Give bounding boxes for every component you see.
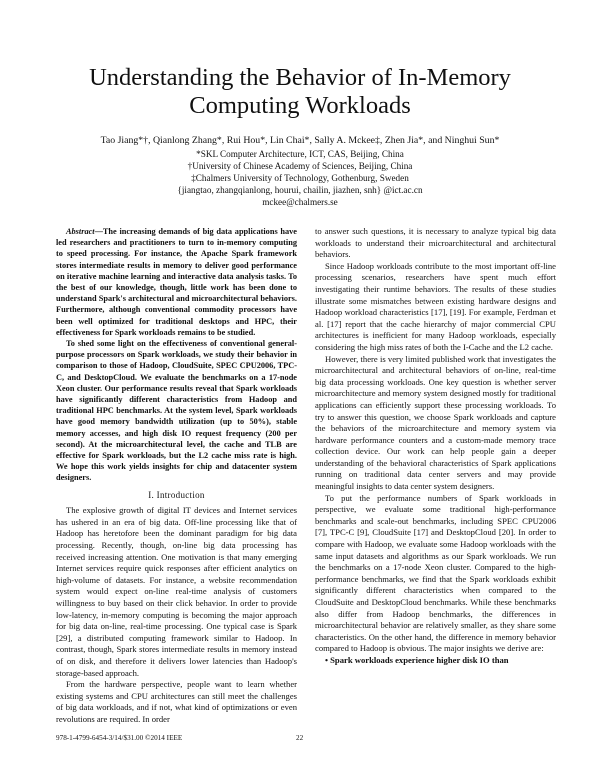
abstract (56, 226, 297, 338)
email-line: {jiangtao, zhangqianlong, hourui, chailin, jiazhen, snh} @ict.ac.cn (177, 185, 423, 195)
affiliation-block (40, 148, 560, 208)
footer-isbn: 978-1-4799-6454-3/14/$31.00 ©2014 IEEE (56, 734, 183, 742)
section-heading: I. Introduction (148, 489, 205, 500)
affiliation-line: ‡Chalmers University of Technology, Gothenburg, Sweden (191, 173, 409, 183)
left-column (56, 226, 297, 726)
insight-bullet: • Spark workloads experience higher disk IO than (325, 654, 509, 665)
body-paragraph: To put the performance numbers of Spark workloads in perspective, we evaluate some traditional high-performance benchmarks and scale-out benchmarks, including SPEC CPU2006 [7], TPC-C [9], CloudSuite [17] and DesktopCloud [20]. In order to compare with Hadoop, we evaluate some Hadoop workloads with the same input datasets and algorithms as our Spark workloads. We run the benchmarks on a 17-node Xeon cluster. Compared to the high-performance benchmarks, we find that the Spark workloads exhibit significantly different characteristics when compared to the CloudSuite and DesktopCloud benchmarks. While these benchmarks also differ from Hadoop benchmarks, the differences in microarchitectural behavior are relatively smaller, as they share some characteristics. On the other hand, the difference in memory behavior compared to Hadoop is obvious. The major insights we derive are: (315, 492, 556, 654)
affiliation-line: *SKL Computer Architecture, ICT, CAS, Beijing, China (196, 149, 404, 159)
abstract-body: —The increasing demands of big data applications have led researchers and practitioners to turn to in-memory computing to speed processing. For instance, the Apache Spark framework stores intermediate results in memory to deliver good performance on iterative machine learning and interactive data analysis tasks. To the best of our knowledge, though, little work has been done to understand Spark's architectural and microarchitectural behaviors. Furthermore, although conventional commodity processors have been well optimized for traditional desktops and HPC, their effectiveness for Spark workloads remains to be studied. (56, 227, 297, 337)
intro-paragraph: The explosive growth of digital IT devices and Internet services has ushered in an era of big data. Off-line processing like that of Hadoop has heretofore been the dominant paradigm for big data processing. Recently, though, on-line big data processing has received increasing attention. One motivation is that many emerging Internet services require quick responses after efficient analytics on high-volume of datasets. For instance, a website recommendation system would expect on-line real-time analysis of customers willingness to buy based on their click behavior. In order to provide low-latency, in-memory computing is becoming the major approach for big data on-line, real-time processing. One typical case is Spark [29], a distributed computing framework similar to Hadoop. In contrast, though, Spark stores intermediate results in memory instead of on disk, and therefore it delivers lower latencies than Hadoop's storage-based approach. (56, 505, 297, 678)
page-number: 22 (296, 734, 304, 742)
email-line: mckee@chalmers.se (262, 197, 338, 207)
body-paragraph: However, there is very limited published work that investigates the microarchitectural and architectural behaviors of on-line, real-time big data processing workloads. One key question is whether server microarchitecture and memory system designed mostly for traditional applications can efficiently support these processing workloads. To try to answer this question, we choose Spark workloads and capture the behaviors of the microarchitecture and memory system via hardware performance counters and a custom-made memory trace collection device. Our work can help people gain a deeper understanding of the behavioral characteristics of Spark applications running on traditional data center servers and may provide meaningful insights to data center system designers. (315, 353, 556, 492)
body-paragraph: to answer such questions, it is necessary to analyze typical big data workloads to understand their microarchitectural and architectural behaviors. (315, 226, 556, 260)
affiliation-line: †University of Chinese Academy of Sciences, Beijing, China (187, 161, 413, 171)
abstract-label: Abstract (66, 227, 95, 236)
paper-title: Understanding the Behavior of In-Memory Computing Workloads (89, 64, 511, 119)
intro-paragraph: From the hardware perspective, people want to learn whether existing systems and CPU architectures can still meet the challenges of big data workloads, and if not, what kind of optimizations or even revolutions are required. In order (56, 679, 297, 724)
author-list: Tao Jiang*†, Qianlong Zhang*, Rui Hou*, Lin Chai*, Sally A. Mckee‡, Zhen Jia*, and Ninghui Sun* (100, 135, 500, 146)
right-column (315, 226, 556, 667)
abstract-paragraph-2: To shed some light on the effectiveness of conventional general-purpose processors on Spark workloads, we study their behavior in comparison to those of Hadoop, CloudSuite, SPEC CPU2006, TPC-C, and DesktopCloud. We evaluate the benchmarks on a 17-node Xeon cluster. Our performance results reveal that Spark workloads have significantly different characteristics from Hadoop and traditional HPC benchmarks. At the system level, Spark workloads have good memory bandwidth utilization (up to 50%), stable memory accesses, and high disk IO request frequency (200 per second). At the microarchitectural level, the cache and TLB are effective for Spark workloads, but the L2 cache miss rate is high. We hope this work yields insights for chip and datacenter system designers. (56, 339, 297, 483)
body-paragraph: Since Hadoop workloads contribute to the most important off-line processing scenarios, researchers have spent much effort investigating their runtime behaviors. The results of these studies illustrate some mismatches between existing hardware designs and Hadoop workload characteristics [17], [19]. For example, Ferdman et al. [17] report that the cache hierarchy of major commercial CPU architectures is inefficient for many Hadoop workloads, especially considering the high miss rates of both the I-Cache and the L2 cache. (315, 260, 556, 352)
